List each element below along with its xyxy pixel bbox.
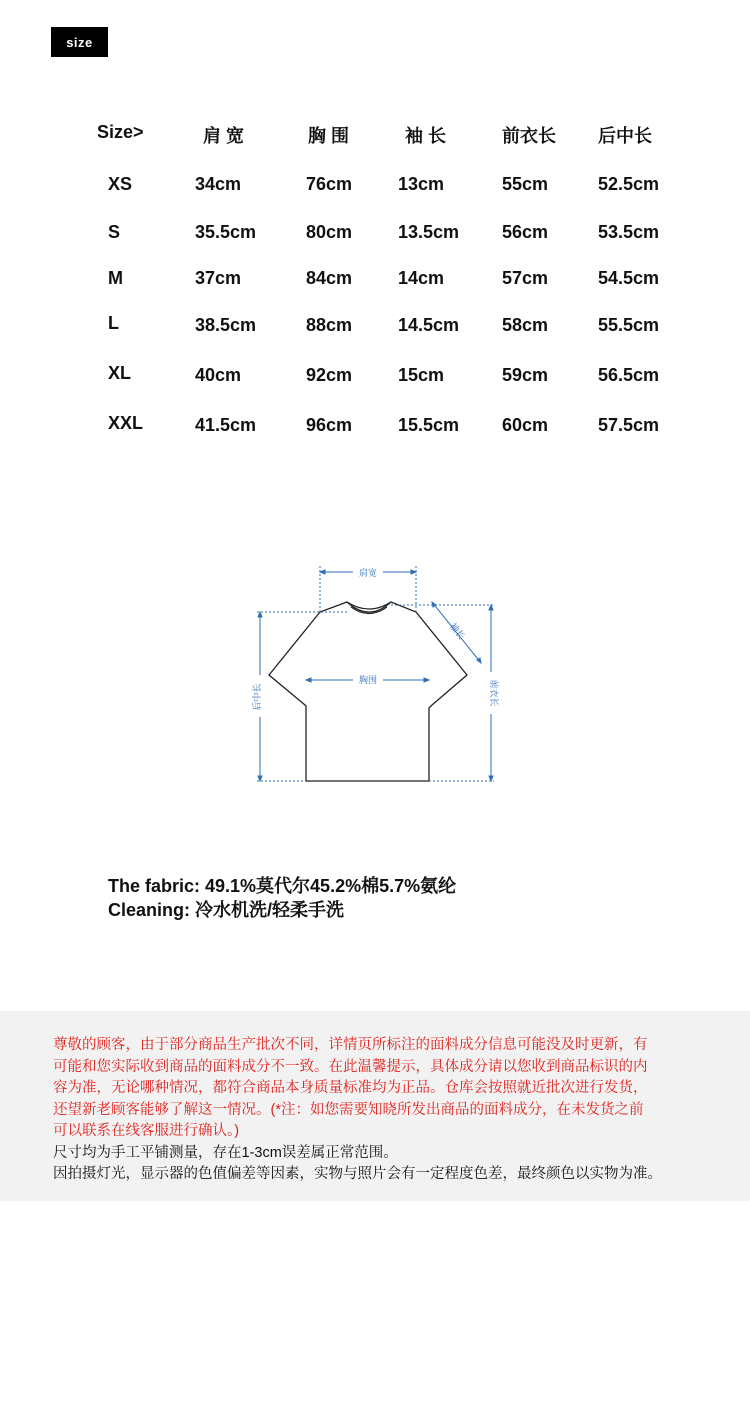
sleeve-value: 13.5cm xyxy=(398,222,460,242)
chest-value: 96cm xyxy=(306,415,353,435)
header-shoulder: 肩 宽 xyxy=(203,126,245,146)
size-label: M xyxy=(108,268,123,288)
notice-line: 还望新老顾客能够了解这一情况。(*注：如您需要知晓所发出商品的面料成分，在未发货之前 xyxy=(53,1101,644,1118)
size-label: S xyxy=(108,222,121,242)
back-length-value: 56.5cm xyxy=(598,365,660,385)
front-length-value: 60cm xyxy=(502,415,549,435)
back-length-value: 54.5cm xyxy=(598,268,660,288)
shoulder-value: 38.5cm xyxy=(195,315,257,335)
table-header-row xyxy=(0,122,750,152)
header-back-length: 后中长 xyxy=(598,126,652,146)
notice-line: 尊敬的顾客，由于部分商品生产批次不同，详情页所标注的面料成分信息可能没及时更新，有 xyxy=(53,1037,648,1053)
header-sleeve: 袖 长 xyxy=(405,126,447,146)
notice-line: 容为准，无论哪种情况，都符合商品本身质量标准均为正品。仓库会按照就近批次进行发货， xyxy=(53,1080,648,1096)
header-size: Size> xyxy=(97,122,144,142)
sleeve-value: 13cm xyxy=(398,174,445,194)
diagram-label-back-length: 后中长 xyxy=(253,683,263,711)
notice-line: 可以联系在线客服进行确认。) xyxy=(53,1123,240,1139)
cleaning-instructions: Cleaning: 冷水机洗/轻柔手洗 xyxy=(108,900,345,920)
back-length-value: 52.5cm xyxy=(598,174,660,194)
sleeve-value: 15.5cm xyxy=(398,415,460,435)
chest-value: 88cm xyxy=(306,315,353,335)
front-length-value: 55cm xyxy=(502,174,549,194)
table-row xyxy=(0,268,750,298)
notice-panel xyxy=(0,1011,750,1201)
sleeve-value: 14.5cm xyxy=(398,315,460,335)
diagram-label-sleeve: 袖长 xyxy=(447,621,467,642)
size-label: XL xyxy=(108,363,132,383)
diagram-label-chest: 胸围 xyxy=(358,676,378,686)
table-row xyxy=(0,174,750,204)
table-row xyxy=(0,222,750,252)
chest-value: 80cm xyxy=(306,222,353,242)
tshirt-collar xyxy=(347,602,391,614)
front-length-value: 59cm xyxy=(502,365,549,385)
front-length-value: 56cm xyxy=(502,222,549,242)
shoulder-value: 41.5cm xyxy=(195,415,257,435)
table-row xyxy=(0,415,750,445)
color-note: 因拍摄灯光，显示器的色值偏差等因素，实物与照片会有一定程度色差，最终颜色以实物为准。 xyxy=(53,1166,662,1182)
size-label: L xyxy=(108,313,119,333)
shoulder-value: 35.5cm xyxy=(195,222,257,242)
shoulder-value: 37cm xyxy=(195,268,242,288)
header-front-length: 前衣长 xyxy=(502,126,556,146)
notice-line: 可能和您实际收到商品的面料成分不一致。在此温馨提示，具体成分请以您收到商品标识的内 xyxy=(53,1058,648,1075)
sleeve-value: 15cm xyxy=(398,365,445,385)
measurement-note: 尺寸均为手工平铺测量，存在1-3cm误差属正常范围。 xyxy=(53,1144,398,1161)
front-length-value: 58cm xyxy=(502,315,549,335)
fabric-info xyxy=(108,874,456,922)
sleeve-value: 14cm xyxy=(398,268,445,288)
shoulder-value: 40cm xyxy=(195,365,242,385)
shoulder-value: 34cm xyxy=(195,174,242,194)
back-length-value: 53.5cm xyxy=(598,222,660,242)
size-label: XXL xyxy=(108,413,144,433)
back-length-value: 57.5cm xyxy=(598,415,660,435)
size-tag: size xyxy=(51,27,108,57)
chest-value: 92cm xyxy=(306,365,353,385)
header-chest: 胸 围 xyxy=(308,126,350,146)
diagram-label-shoulder: 肩宽 xyxy=(358,569,378,579)
table-row xyxy=(0,315,750,345)
back-length-value: 55.5cm xyxy=(598,315,660,335)
chest-value: 76cm xyxy=(306,174,353,194)
diagram-label-front-length: 前衣长 xyxy=(488,679,498,707)
tshirt-outline xyxy=(269,602,467,781)
chest-value: 84cm xyxy=(306,268,353,288)
front-length-value: 57cm xyxy=(502,268,549,288)
table-row xyxy=(0,365,750,395)
fabric-composition: The fabric: 49.1%莫代尔45.2%棉5.7%氨纶 xyxy=(108,876,457,896)
tshirt-measurement-diagram xyxy=(245,560,505,795)
size-label: XS xyxy=(108,174,133,194)
notice-text xyxy=(53,1035,723,1186)
tshirt-diagram-svg xyxy=(245,560,505,795)
